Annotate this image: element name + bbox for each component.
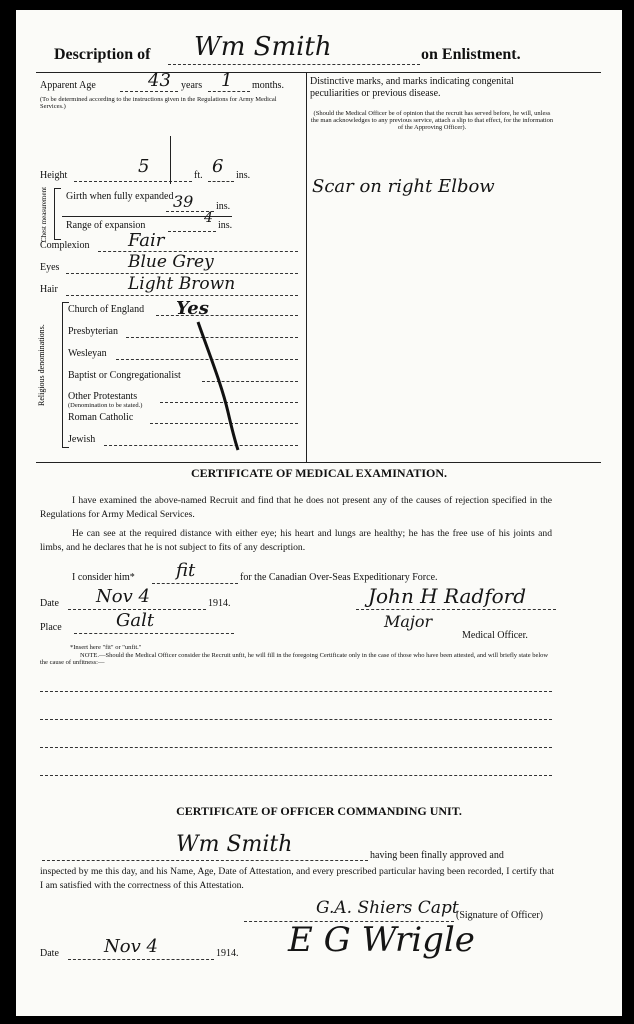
ft-label: ft.	[194, 170, 203, 181]
girth-value: 39	[173, 192, 194, 211]
commanding-after-name: having been finally approved and	[370, 850, 504, 861]
religion-item-roman-catholic: Roman Catholic	[68, 412, 134, 423]
height-ft: 5	[138, 156, 150, 177]
hair-label: Hair	[40, 284, 58, 295]
age-months-line	[208, 91, 250, 92]
enlistment-form-page	[16, 10, 622, 1016]
religion-item-wesleyan: Wesleyan	[68, 348, 107, 359]
commanding-date-label: Date	[40, 948, 59, 959]
header-prefix: Description of	[54, 46, 151, 63]
girth-label: Girth when fully expanded	[66, 191, 174, 202]
religion-item-other-protestants: Other Protestants	[68, 391, 138, 402]
chest-measurement-label: Chest measurement	[40, 186, 48, 242]
marks-note: (Should the Medical Officer be of opinion that the recruit has served before, he will, unless the man acknowledges to any previous service, attach a slip to that effect, for the information of the Approving Officer).	[310, 110, 554, 131]
range-label: Range of expansion	[66, 220, 146, 231]
religion-side-label: Religious denominations.	[37, 324, 46, 406]
height-ft-line	[74, 181, 192, 182]
age-months: 1	[221, 70, 233, 91]
medical-para-2: He can see at the required distance with either eye; his heart and lungs are healthy; he has the free use of his joints and limbs, and he declares that he is not subject to fits of any description.	[40, 528, 552, 553]
medical-place-label: Place	[40, 622, 62, 633]
medical-date-value: Nov 4	[96, 586, 150, 607]
unfitness-line-2	[40, 719, 552, 720]
medical-certificate-title: CERTIFICATE OF MEDICAL EXAMINATION.	[190, 466, 448, 480]
height-ins-label: ins.	[236, 170, 251, 181]
table-bottom-border	[36, 462, 601, 463]
age-label: Apparent Age	[40, 80, 96, 91]
religion-item-presbyterian: Presbyterian	[68, 326, 118, 337]
consider-suffix: for the Canadian Over-Seas Expeditionary Force.	[240, 572, 438, 583]
eyes-value: Blue Grey	[128, 252, 214, 272]
medical-para-1: I have examined the above-named Recruit and find that he does not present any of the causes of rejection specified in the Regulations for Army Medical Services.	[40, 495, 552, 520]
header-suffix: on Enlistment.	[421, 46, 521, 63]
commanding-name: Wm Smith	[176, 832, 293, 857]
commanding-signature-initials: G.A. Shiers Capt	[316, 898, 459, 918]
chest-bracket	[54, 188, 61, 240]
medical-place-value: Galt	[116, 610, 155, 631]
religion-item-church-of-england: Church of England	[68, 304, 145, 315]
range-line	[168, 231, 216, 232]
commanding-date-value: Nov 4	[104, 936, 158, 957]
consider-label: I consider him*	[72, 572, 135, 583]
range-unit: ins.	[218, 220, 233, 231]
religion-selected-mark: Yes	[176, 298, 209, 319]
header-name: Wm Smith	[194, 32, 332, 62]
insert-note: *Insert here "fit" or "unfit."	[70, 644, 142, 651]
medical-rank: Major	[384, 612, 433, 631]
nota-note: NOTE.—Should the Medical Officer consider the Recruit unfit, he will fill in the foregoing Certificate only in the case of those who have been attested, and will briefly state below the cause of unfitness:—	[40, 652, 549, 666]
medical-year: 1914.	[208, 598, 231, 609]
years-label: years	[181, 80, 203, 91]
complexion-value: Fair	[128, 230, 165, 251]
commanding-para: inspected by me this day, and his Name, Age, Date of Attestation, and every prescribed particular having been recorded, I certify that I am satisfied with the correctness of this Attestation.	[40, 866, 554, 891]
height-label: Height	[40, 170, 68, 181]
medical-signature-line	[356, 609, 556, 610]
medical-signature: John H Radford	[368, 584, 527, 608]
commanding-certificate-title: CERTIFICATE OF OFFICER COMMANDING UNIT.	[176, 804, 462, 818]
height-in: 6	[212, 156, 224, 177]
marks-heading: Distinctive marks, and marks indicating congenital peculiarities or previous disease.	[310, 76, 514, 99]
commanding-signature-main: E G Wrigle	[288, 920, 475, 960]
religion-item-baptist: Baptist or Congregationalist	[68, 370, 181, 381]
medical-date-label: Date	[40, 598, 59, 609]
complexion-label: Complexion	[40, 240, 90, 251]
medical-place-line	[74, 633, 234, 634]
table-top-border	[36, 72, 601, 73]
commanding-year: 1914.	[216, 948, 239, 959]
religion-other-note: (Denomination to be stated.)	[68, 402, 143, 409]
marks-value: Scar on right Elbow	[312, 176, 495, 197]
height-in-line	[208, 181, 234, 182]
unfitness-line-3	[40, 747, 552, 748]
commanding-signature-label: (Signature of Officer)	[456, 910, 544, 921]
age-note: (To be determined according to the instructions given in the Regulations for Army Medical Services.)	[40, 96, 277, 110]
months-label: months.	[252, 80, 284, 91]
commanding-name-line	[42, 860, 368, 861]
medical-officer-label: Medical Officer.	[462, 630, 528, 641]
unfitness-line-4	[40, 775, 552, 776]
consider-value: fit	[176, 560, 196, 581]
unfitness-line-1	[40, 691, 552, 692]
girth-unit: ins.	[216, 201, 231, 212]
hair-line	[66, 295, 298, 296]
eyes-label: Eyes	[40, 262, 60, 273]
religion-selection-stroke	[192, 316, 252, 456]
age-years-line	[120, 91, 178, 92]
commanding-date-line	[68, 959, 214, 960]
table-column-divider	[306, 72, 307, 462]
religion-item-jewish: Jewish	[68, 434, 96, 445]
height-divider	[170, 136, 171, 184]
range-value: 4	[204, 210, 213, 226]
hair-value: Light Brown	[128, 274, 236, 294]
age-years: 43	[148, 70, 171, 91]
header-name-line	[168, 64, 420, 65]
consider-line	[152, 583, 238, 584]
